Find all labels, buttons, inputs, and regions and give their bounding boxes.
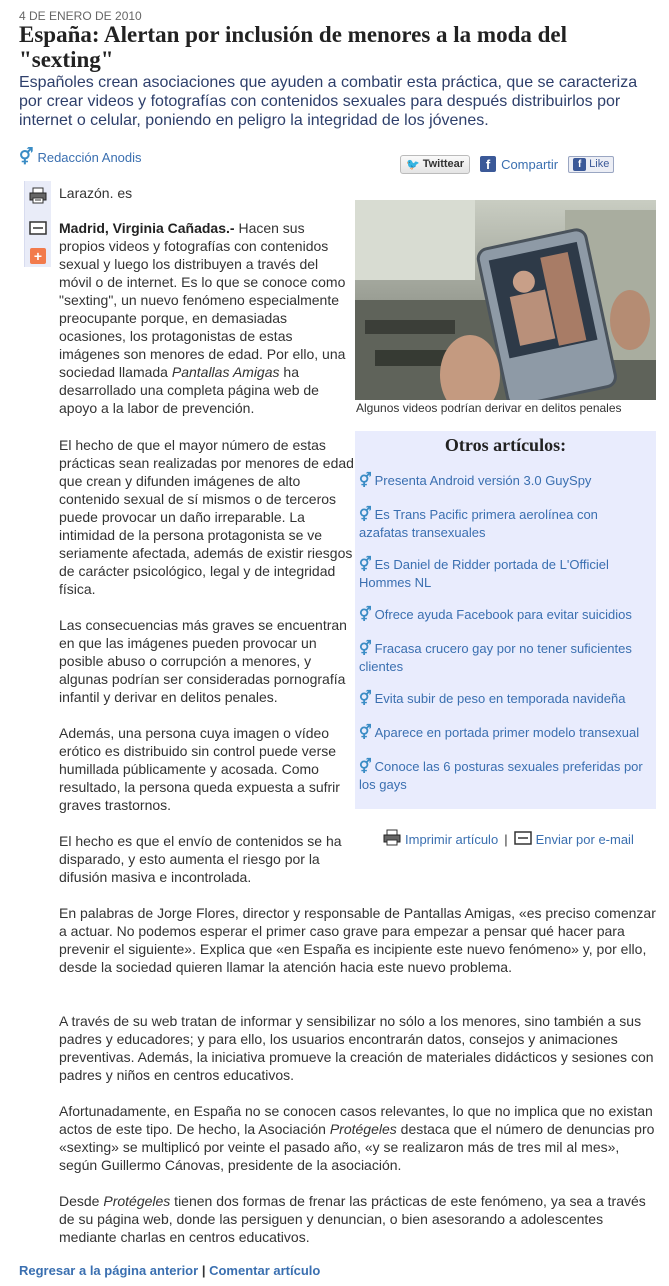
paragraph-8 (59, 1102, 659, 1174)
paragraph-1 (59, 219, 354, 417)
gender-symbol-icon: ⚥ (359, 724, 372, 740)
article-title: España: Alertan por inclusión de menores a la moda del "sexting" (19, 22, 568, 72)
paragraph-3: Las consecuencias más graves se encuentran en que las imágenes pueden provocar un posible abuso o corrupción a menores, y algunas podrían ser consideradas pornografía infantil y derivar en delitos penales. (59, 617, 347, 705)
paragraph-2: El hecho de que el mayor número de estas prácticas sean realizadas por menores de edad que crean y difunden imágenes de alto contenido sexual de sí mismos o de terceros puede provocar un daño irreparable. La intimidad de la persona protagonista se ve seriamente afectada, además de existir riesgos de carácter psicológico, legal y de integridad física. (59, 437, 354, 597)
paragraph-4: Además, una persona cuya imagen o vídeo erótico es distribuido sin control puede verse humillada públicamente y acosada. Como resultado, la persona queda expuesta a sufrir graves trastornos. (59, 725, 340, 813)
related-article-link[interactable] (359, 605, 649, 624)
related-article-link[interactable] (359, 757, 649, 794)
facebook-share-label: Compartir (501, 156, 559, 172)
related-article-link[interactable] (359, 689, 649, 708)
envelope-icon[interactable] (28, 219, 48, 237)
p1-text: Hacen sus propios videos y fotografías con contenidos sexual y luego los distribuyen a través del móvil o de internet. Es lo que se conoce como "sexting", un nuevo fenómeno especialmente preocupante porque, en demasiadas ocasiones, los protagonistas de estas imágenes son menores de edad. Por ello, una sociedad llamada (59, 220, 346, 380)
article-date: 4 DE ENERO DE 2010 (19, 9, 142, 23)
print-article-link[interactable]: Imprimir artículo (405, 831, 499, 847)
facebook-like-button[interactable] (568, 156, 614, 173)
paragraph-9 (59, 1192, 659, 1246)
plus-icon[interactable]: + (28, 247, 48, 265)
related-article-link[interactable] (359, 471, 649, 490)
author-link[interactable]: Redacción Anodis (37, 150, 142, 165)
facebook-share-button[interactable] (480, 156, 558, 172)
p1-emphasis: Pantallas Amigas (171, 364, 280, 380)
article-tools (24, 181, 51, 267)
gender-symbol-icon: ⚥ (359, 758, 372, 774)
related-articles-title: Otros artículos: (444, 435, 567, 455)
related-article-label: Presenta Android versión 3.0 GuySpy (374, 473, 592, 488)
dateline: Madrid, Virginia Cañadas.- (59, 220, 235, 236)
related-article-label: Es Trans Pacific primera aerolínea con azafatas transexuales (359, 507, 598, 540)
email-article-link[interactable]: Enviar por e-mail (535, 831, 634, 847)
p8-text-b: destaca que el número de denuncias pro «sexting» se multiplicó por veinte el pasado año, «y se realizaron más de tres mil al mes», según Guillermo Cánovas, presidente de la asociación. (59, 1121, 655, 1173)
twitter-label: Twittear (422, 158, 465, 170)
related-article-link[interactable] (359, 639, 649, 676)
gender-symbol-icon: ⚥ (359, 606, 372, 622)
related-article-label: Conoce las 6 posturas sexuales preferidas por los gays (359, 759, 643, 792)
gender-symbol-icon: ⚥ (19, 149, 34, 166)
printer-icon[interactable] (28, 186, 48, 204)
email-icon[interactable] (514, 831, 532, 848)
facebook-icon: f (480, 156, 496, 172)
related-article-label: Evita subir de peso en temporada navideña (374, 691, 626, 706)
related-article-label: Ofrece ayuda Facebook para evitar suicidios (374, 607, 632, 622)
p9-text-b: tienen dos formas de frenar las prácticas de este fenómeno, ya sea a través de su página web, donde las persiguen y denuncian, o bien asesorando a adolescentes mediante charlas en centros educativos. (59, 1193, 646, 1245)
p9-emphasis: Protégeles (103, 1193, 171, 1209)
p8-emphasis: Protégeles (329, 1121, 397, 1137)
gender-symbol-icon: ⚥ (359, 506, 372, 522)
separator: | (504, 831, 508, 847)
print-icon[interactable] (383, 829, 401, 849)
share-bar (400, 153, 614, 175)
footer-links (19, 1263, 320, 1278)
article-photo (355, 200, 656, 400)
back-link[interactable]: Regresar a la página anterior (19, 1263, 199, 1278)
facebook-like-label: Like (589, 158, 610, 170)
author-line (19, 147, 142, 167)
p8-text-a: Afortunadamente, en España no se conocen casos relevantes, lo que no implica que no existan actos de este tipo. De hecho, la Asociación (59, 1103, 653, 1137)
gender-symbol-icon: ⚥ (359, 556, 372, 572)
twitter-bird-icon: 🐦 (406, 158, 420, 171)
related-article-link[interactable] (359, 723, 649, 742)
gender-symbol-icon: ⚥ (359, 690, 372, 706)
p9-text-a: Desde (59, 1193, 104, 1209)
p1-end: ha desarrollado una completa página web de apoyo a la labor de prevención. (59, 364, 319, 416)
gender-symbol-icon: ⚥ (359, 640, 372, 656)
article-subtitle: Españoles crean asociaciones que ayuden a combatir esta práctica, que se caracteriza por crear videos y fotografías con contenidos sexuales para después distribuirlos por internet o celular, poniendo en peligro la integridad de los jóvenes. (19, 74, 638, 129)
facebook-like-icon: f (573, 158, 586, 171)
related-article-label: Fracasa crucero gay por no tener suficientes clientes (359, 641, 632, 674)
related-article-link[interactable] (359, 505, 649, 542)
related-article-label: Aparece en portada primer modelo transexual (374, 725, 640, 740)
article-actions (383, 829, 634, 849)
twitter-button[interactable] (400, 155, 470, 174)
paragraph-5: El hecho es que el envío de contenidos se ha disparado, y esto aumenta el riesgo por la difusión masiva e incontrolada. (59, 833, 342, 885)
photo-caption: Algunos videos podrían derivar en delitos penales (356, 401, 622, 415)
comment-link[interactable]: Comentar artículo (209, 1263, 321, 1278)
paragraph-6: En palabras de Jorge Flores, director y responsable de Pantallas Amigas, «es preciso comenzar a actuar. No podemos esperar el primer caso grave para empezar a pensar qué hacer para prevenir el siguiente». Explica que «en España es incipiente este nuevo fenómeno» y, por ello, desde la sociedad quieren llamar la atención hacia este nuevo problema. (59, 905, 656, 975)
related-article-link[interactable] (359, 555, 649, 592)
gender-symbol-icon: ⚥ (359, 472, 372, 488)
article-source: Larazón. es (59, 185, 133, 201)
related-articles-box (355, 431, 656, 809)
paragraph-7: A través de su web tratan de informar y sensibilizar no sólo a los menores, sino también a sus padres y educadores; y para ello, los usuarios encontrarán datos, consejos y animaciones preventivas. Además, la iniciativa promueve la creación de materiales didácticos y sesiones con padres y niños en centros educativos. (59, 1013, 654, 1083)
separator: | (201, 1263, 206, 1278)
related-article-label: Es Daniel de Ridder portada de L'Officiel Hommes NL (359, 557, 609, 590)
